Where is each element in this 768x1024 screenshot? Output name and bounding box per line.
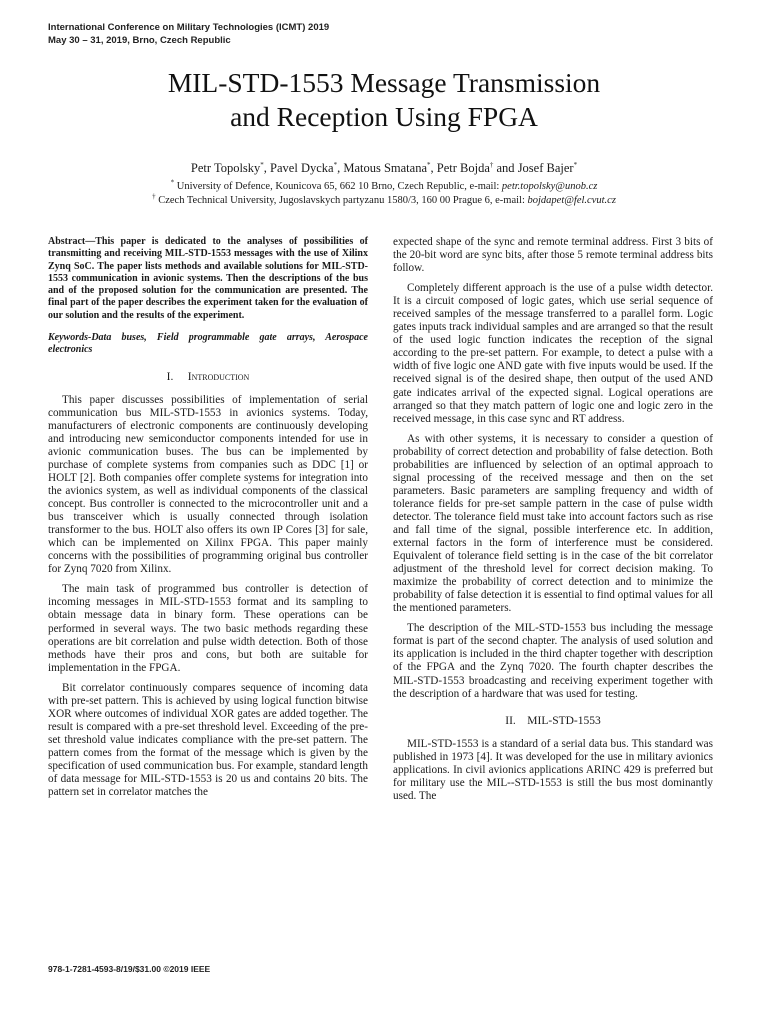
- keywords: Keywords-Data buses, Field programmable gate arrays, Aerospace electronics: [48, 332, 368, 356]
- author: Matous Smatana*: [343, 160, 431, 175]
- body-paragraph: Completely different approach is the use of a pulse width detector. It is a circuit composed of logic gates, which use serial sequence of received samples of the message transferred to a parallel form. Logic gates inputs track individual samples and are arranged so that the result of the used logic function indicates the reception of the signal according to the pre-set pattern. For example, to detect a pulse with a width of five logic one AND gate with five inputs would be used. If the received signal is of the desired shape, then output of the used AND gate indicates arrival of the expected signal. Logical operations are arranged so that they match pattern of logic one and logic zero in the received message, in this case sync and RT address.: [393, 282, 713, 425]
- body-paragraph: As with other systems, it is necessary to consider a question of probability of correct detection and probability of false detection. Both probabilities are influenced by selection of an optimal approach to signal processing of the received message and then on the set parameters. Basic parameters are sampling frequency and width of tolerance fields for pre-set sample pattern in the case of pulse width detector. The tolerance field must take into account factors such as rise and fall time of the signal, possible interference etc. In addition, external factors in the form of interference must be considered. Equivalent of tolerance field setting is in the case of the bit correlator adjustment of the threshold level for correct decision making. To maximize the probability of correct detection and to minimize the probability of false detection it is essential to find optimal values for all the mentioned parameters.: [393, 432, 714, 615]
- author-list: Petr Topolsky*, Pavel Dycka*, Matous Smatana*, Petr Bojda† and Josef Bajer*: [190, 160, 578, 175]
- author: Petr Topolsky*: [190, 160, 264, 175]
- email-link[interactable]: petr.topolsky@unob.cz: [501, 181, 598, 192]
- affiliation-2: † Czech Technical University, Jugoslavskych partyzanu 1580/3, 160 00 Prague 6, e-mail: bojdapet@fel.cvut.cz: [152, 192, 616, 206]
- body-paragraph: This paper discusses possibilities of implementation of serial communication bus MIL-STD-1553 in avionics systems. Today, manufacturers of electronic components are continuously developing and introducing new semiconductor components intended for use in avionic communication buses. The bus can be implemented by purchase of complete systems from companies such as DDC [1] or HOLT [2]. Both companies offer complete systems for integration into the avionics system, as well as individual components of the classical concept. Bus controller is connected to the microcontroller unit and a bus transceiver which is usually connected through isolation transformer to the bus. HOLT also offers its own IP Cores [3] for sale, which can be implemented on Xilinx FPGA. This paper mainly concerns with the possibilities of programming original bus controller for Zynq 7020 from Xilinx.: [48, 393, 368, 576]
- body-paragraph: Bit correlator continuously compares sequence of incoming data with pre-set pattern. This is achieved by using logical function bitwise XOR where outcomes of individual XOR gates are added together. The result is compared with a pre-set threshold level. Exceeding of the pre-set threshold value indicates compliance with the pre-set pattern. The pattern comes from the format of the message which is given by the specification of used communication bus. For example, standard length of data message for MIL-STD-1553 is 20 us and contains 20 bits. The pattern set in correlator matches the: [48, 681, 368, 799]
- conference-dates: May 30 – 31, 2019, Brno, Czech Republic: [48, 35, 231, 46]
- copyright-footer: 978-1-7281-4593-8/19/$31.00 ©2019 IEEE: [48, 964, 211, 974]
- title-line-1: MIL-STD-1553 Message Transmission: [167, 67, 601, 98]
- author: Petr Bojda†: [436, 160, 494, 175]
- author: Josef Bajer*: [517, 160, 578, 175]
- conference-name: International Conference on Military Technologies (ICMT) 2019: [48, 22, 330, 33]
- affiliation-1: * University of Defence, Kounicova 65, 662 10 Brno, Czech Republic, e-mail: petr.topolsky@unob.cz: [170, 178, 598, 192]
- section-heading-mil-std-1553: II. MIL-STD-1553: [505, 714, 601, 727]
- body-paragraph: MIL-STD-1553 is a standard of a serial data bus. This standard was published in 1973 [4]. It was developed for the use in military avionics applications. In civil avionics applications ARINC 429 is preferred but for military use the MIL--STD-1553 is still the bus most dominantly used. The: [393, 737, 713, 802]
- body-paragraph: The description of the MIL-STD-1553 bus including the message format is part of the second chapter. The analysis of used solution and its application is included in the third chapter together with description of the FPGA and the Zynq 7020. The fourth chapter describes the MIL-STD-1553 broadcasting and receiving experiment together with the description of a hardware that was used for testing.: [393, 622, 713, 700]
- abstract: Abstract—This paper is dedicated to the analyses of possibilities of transmitting and receiving MIL-STD-1553 messages with the use of Xilinx Zynq SoC. The paper lists methods and available solutions for MIL-STD-1553 communication in avionic systems. Then the descriptions of the bus and of the proposed solution for the communication are presented. The final part of the paper describes the experiment taken for the evaluation of our solution and the results of the experiment.: [48, 236, 368, 321]
- left-column: [48, 236, 368, 806]
- title-line-2: and Reception Using FPGA: [230, 101, 538, 132]
- body-paragraph: expected shape of the sync and remote terminal address. First 3 bits of the 20-bit word are sync bits, after those 5 remote terminal address bits follow.: [393, 236, 713, 275]
- section-heading-introduction: I. Introduction: [166, 370, 250, 383]
- body-paragraph: The main task of programmed bus controller is detection of incoming messages in MIL-STD-1553 format and its sampling to obtain message data in binary form. These operations can be performed in several ways. The two basic methods regarding these operations are bit correlation and pulse width detection. Both of those methods have their pros and cons, but both are suitable for implementation in the FPGA.: [48, 583, 368, 674]
- conference-header: [48, 21, 329, 47]
- email-link[interactable]: bojdapet@fel.cvut.cz: [527, 195, 616, 206]
- right-column: [393, 236, 713, 810]
- paper-title: [0, 66, 768, 134]
- author: Pavel Dycka*: [270, 160, 338, 175]
